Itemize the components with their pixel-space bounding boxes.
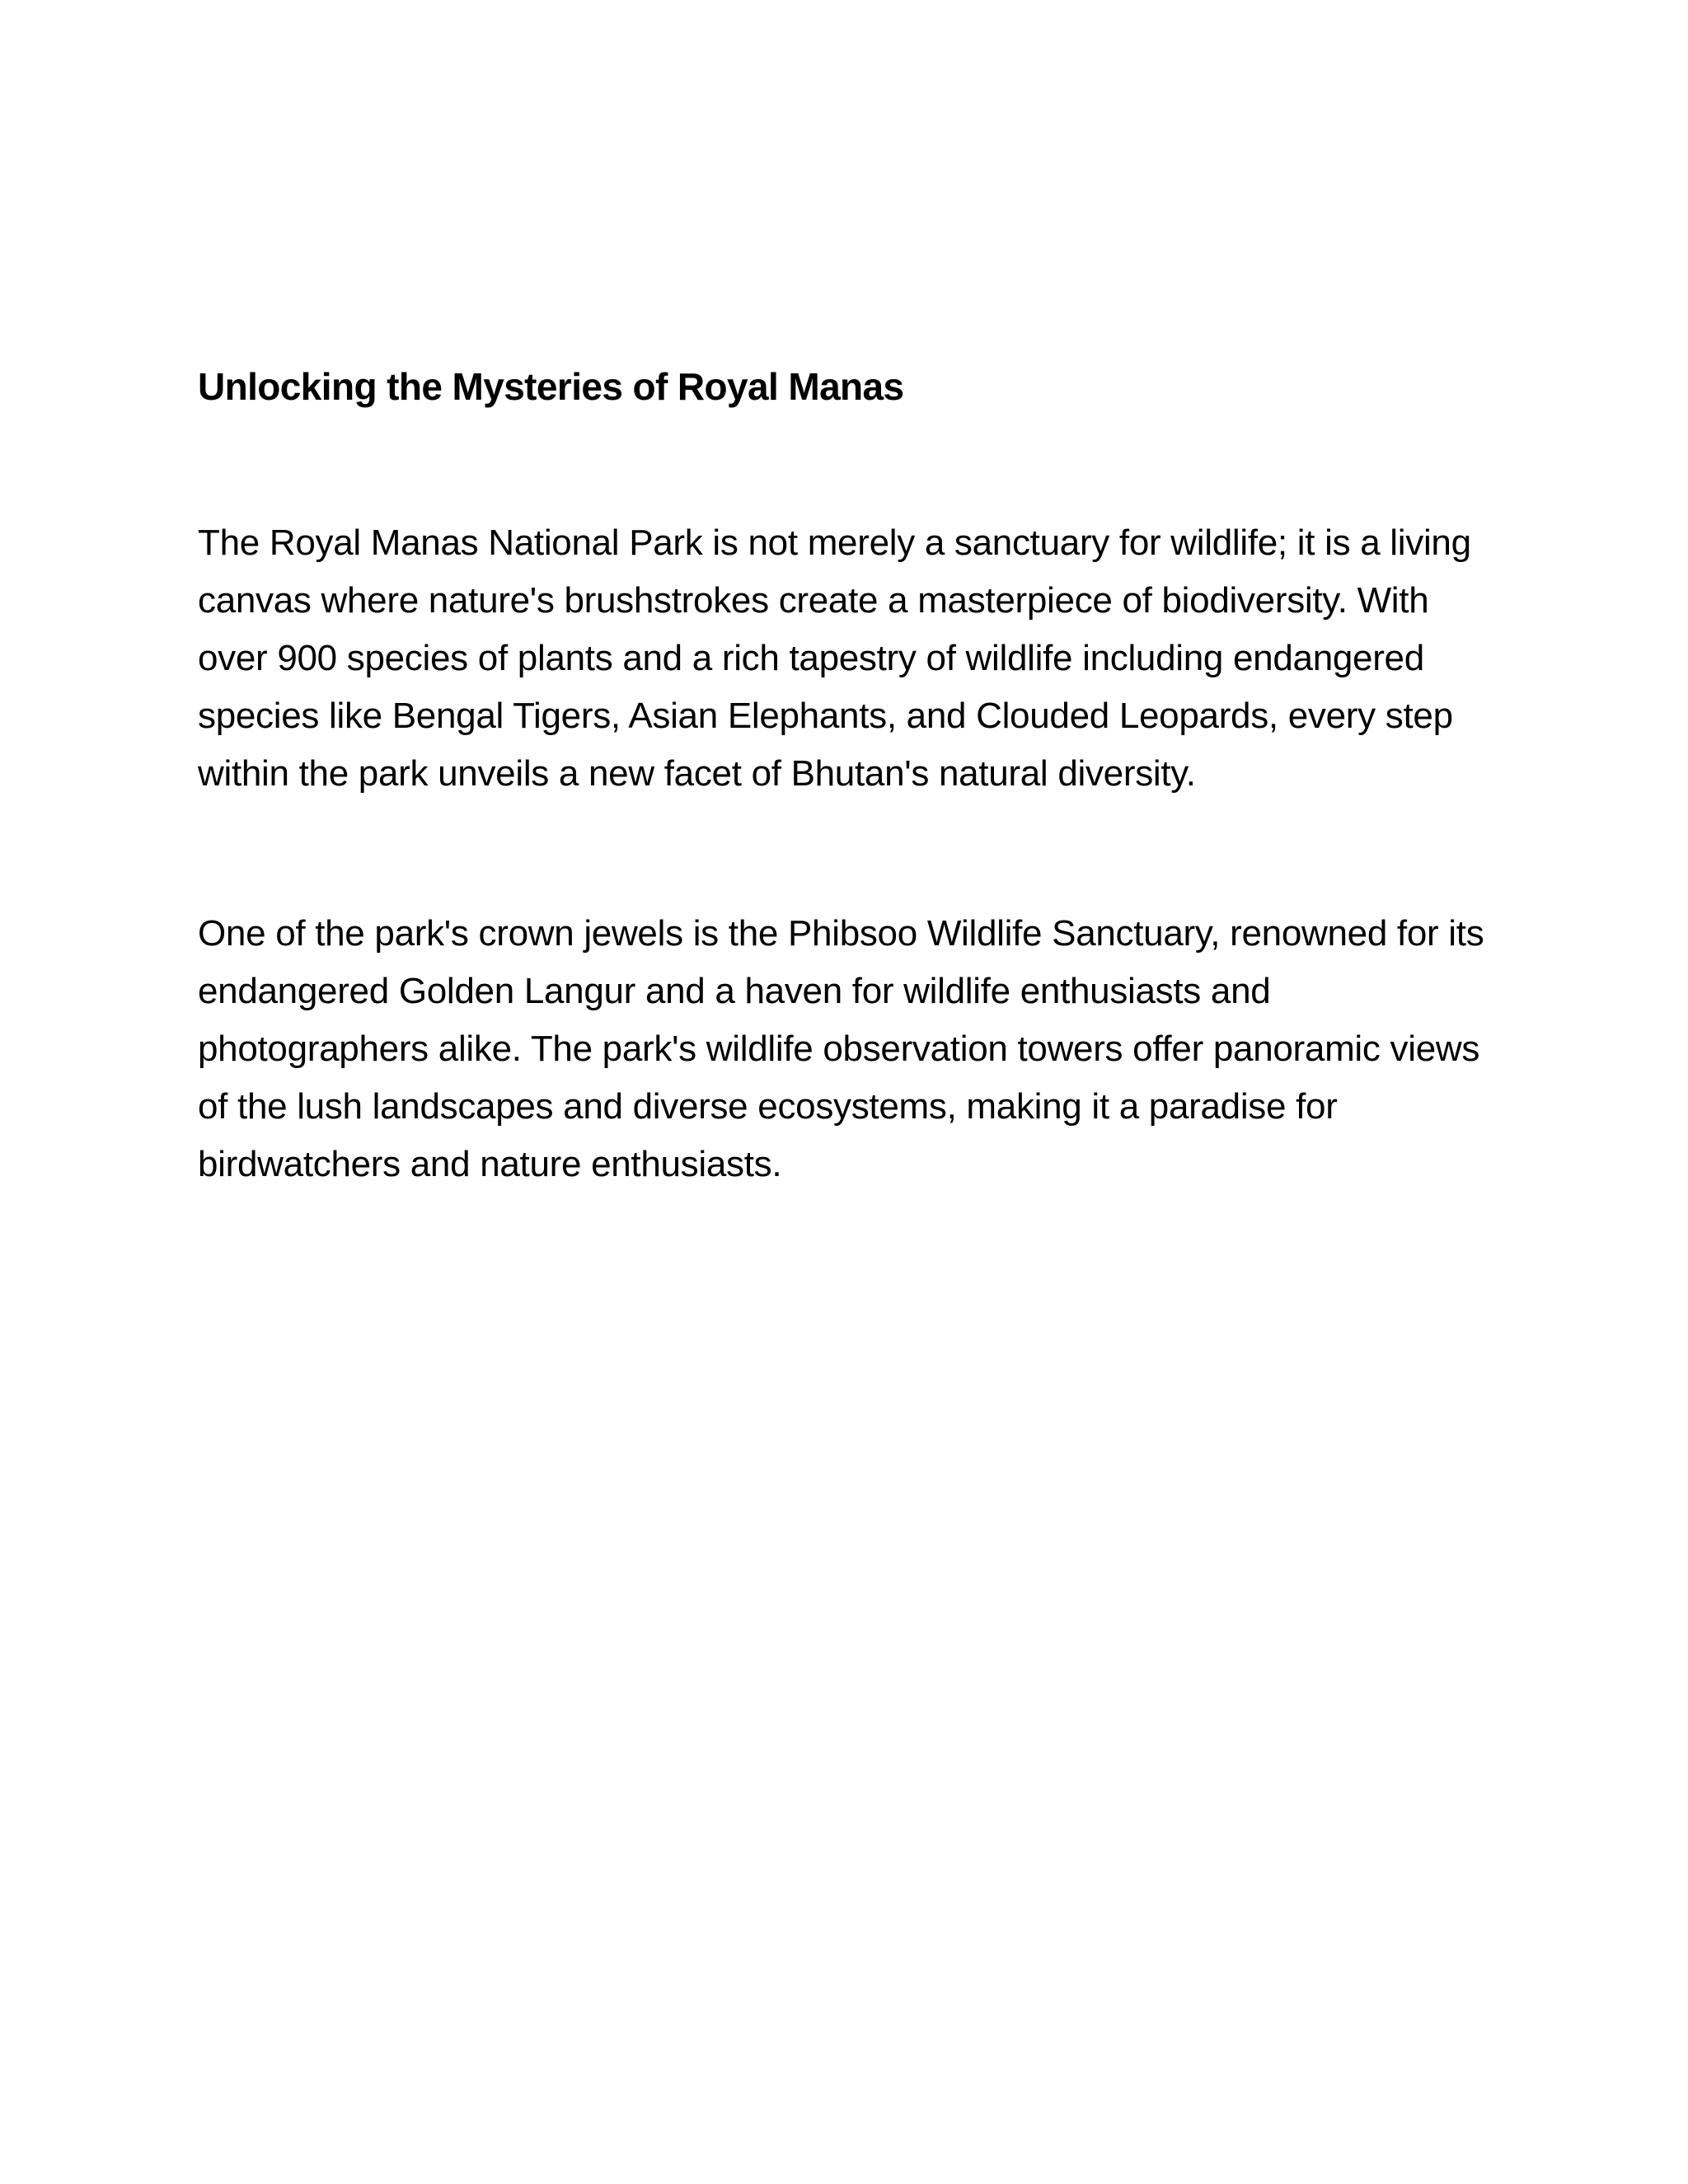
document-title: Unlocking the Mysteries of Royal Manas [198,365,904,408]
paragraph-royal-manas-overview: The Royal Manas National Park is not merely a sanctuary for wildlife; it is a living canvas where nature's brushstrokes create a masterpiece of biodiversity. With over 900 species of plants and a rich tapestry of wildlife including endangered species like Bengal Tigers, Asian Elephants, and Clouded Leopards, every step within the park unveils a new facet of Bhutan's natural diversity. [198,523,1471,794]
document-body [198,358,1500,1193]
paragraph-phibsoo-sanctuary: One of the park's crown jewels is the Phibsoo Wildlife Sanctuary, renowned for its endangered Golden Langur and a haven for wildlife enthusiasts and photographers alike. The park's wildlife observation towers offer panoramic views of the lush landscapes and diverse ecosystems, making it a paradise for birdwatchers and nature enthusiasts. [198,913,1484,1184]
